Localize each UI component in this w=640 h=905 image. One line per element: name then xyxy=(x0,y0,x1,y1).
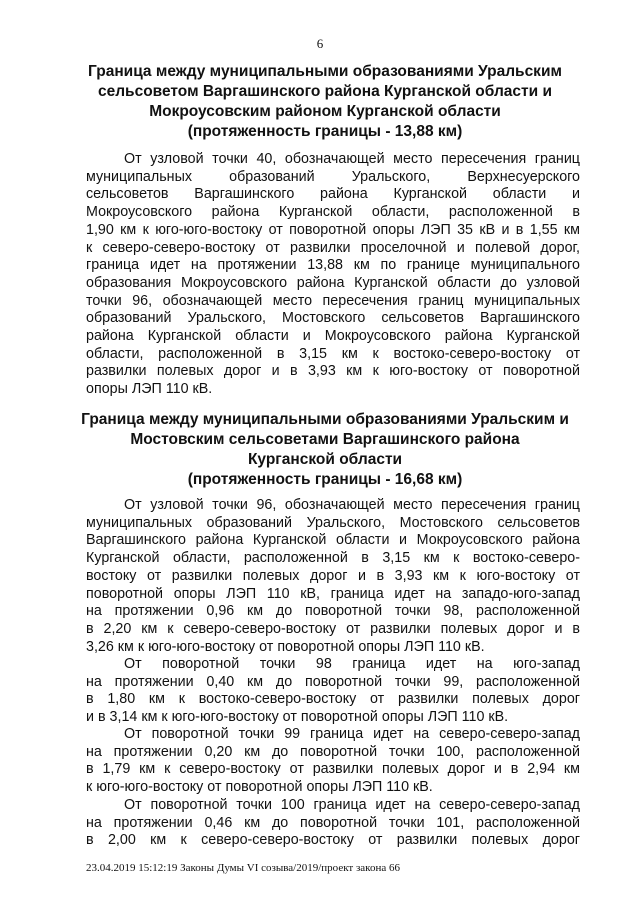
text-line: в 2,20 км к северо-северо-востоку от развилки полевых дорог и в xyxy=(86,620,580,637)
text-line: 3,26 км к юго-юго-востоку от поворотной опоры ЛЭП 110 кВ. xyxy=(86,638,485,655)
text-line: муниципальных образований Уральского, Верхнесуерского xyxy=(86,168,580,185)
text-line: на протяжении 0,40 км до поворотной точки 99, расположенной xyxy=(86,673,580,690)
section-heading-1 xyxy=(70,62,580,142)
text-line: в 1,80 км к востоко-северо-востоку от развилки полевых дорог xyxy=(86,691,580,708)
text-line: востоку от развилки полевых дорог и в 3,93 км к юго-востоку от xyxy=(86,567,580,584)
heading-line: сельсоветом Варгашинского района Курганской области и xyxy=(97,83,553,100)
paragraph-5 xyxy=(86,797,580,850)
paragraph-1 xyxy=(86,151,580,399)
text-line: области, расположенной в 3,15 км к востоко-северо-востоку от xyxy=(86,345,580,362)
text-line: района Курганской области и Мокроусовского района Курганской xyxy=(86,328,580,345)
text-line: сельсоветов Варгашинского района Курганской области и xyxy=(86,186,580,203)
heading-line: Мостовским сельсоветами Варгашинского района xyxy=(130,431,520,448)
heading-line: Граница между муниципальными образованиями Уральским и xyxy=(81,411,569,428)
text-line: Курганской области, расположенной в 3,15 км к востоко-северо- xyxy=(86,550,580,567)
text-line: От поворотной точки 99 граница идет на северо-северо-запад xyxy=(124,726,580,742)
text-line: на протяжении 0,46 км до поворотной точки 101, расположенной xyxy=(86,814,580,831)
paragraph-4 xyxy=(86,726,580,797)
text-line: и в 3,14 км к юго-юго-востоку от поворотной опоры ЛЭП 110 кВ. xyxy=(86,709,509,726)
text-line: Варгашинского района Курганской области и Мокроусовского района xyxy=(86,532,580,549)
text-line: на протяжении 0,96 км до поворотной точки 98, расположенной xyxy=(86,603,580,620)
text-line: От поворотной точки 100 граница идет на северо-северо-запад xyxy=(124,797,580,813)
text-line: образований Уральского, Мостовского сельсоветов Варгашинского xyxy=(86,310,580,327)
text-line: на протяжении 0,20 км до поворотной точки 100, расположенной xyxy=(86,743,580,760)
text-line: образования Мокроусовского района Курганской области до узловой xyxy=(86,274,580,291)
text-line: От поворотной точки 98 граница идет на юго-запад xyxy=(124,656,580,672)
text-line: к северо-северо-востоку от развилки проселочной и полевой дорог, xyxy=(86,239,580,256)
text-line: 1,90 км к юго-юго-востоку от поворотной опоры ЛЭП 35 кВ и в 1,55 км xyxy=(86,221,580,238)
page-number: 6 xyxy=(316,36,324,51)
text-line: муниципальных образований Уральского, Мостовского сельсоветов xyxy=(86,514,580,531)
text-line: Мокроусовского района Курганской области, расположенной в xyxy=(86,204,580,221)
paragraph-3 xyxy=(86,656,580,727)
text-line: в 1,79 км к северо-востоку от развилки полевых дорог и в 2,94 км xyxy=(86,761,580,778)
heading-line: Граница между муниципальными образованиями Уральским xyxy=(88,63,562,80)
text-line: к юго-юго-востоку от поворотной опоры ЛЭП 110 кВ. xyxy=(86,779,433,796)
text-line: От узловой точки 96, обозначающей место пересечения границ xyxy=(124,497,580,513)
text-line: граница идет на протяжении 13,88 км по границе муниципального xyxy=(86,257,580,274)
paragraph-2 xyxy=(86,497,580,656)
heading-line: (протяженность границы - 13,88 км) xyxy=(187,123,463,140)
heading-line: (протяженность границы - 16,68 км) xyxy=(187,471,463,488)
text-line: в 2,00 км к северо-северо-востоку от развилки полевых дорог xyxy=(86,832,580,849)
heading-line: Мокроусовским районом Курганской области xyxy=(149,103,501,120)
document-footer: 23.04.2019 15:12:19 Законы Думы VI созыва/2019/проект закона 66 xyxy=(86,862,400,874)
text-line: поворотной опоры ЛЭП 110 кВ, граница идет на западо-юго-запад xyxy=(86,585,580,602)
text-line: развилки полевых дорог и в 3,93 км к юго-востоку от поворотной xyxy=(86,363,580,380)
text-line: опоры ЛЭП 110 кВ. xyxy=(86,381,213,398)
text-line: От узловой точки 40, обозначающей место пересечения границ xyxy=(124,151,580,167)
text-line: точки 96, обозначающей место пересечения границ муниципальных xyxy=(86,292,580,309)
heading-line: Курганской области xyxy=(247,451,403,468)
section-heading-2 xyxy=(70,410,580,490)
